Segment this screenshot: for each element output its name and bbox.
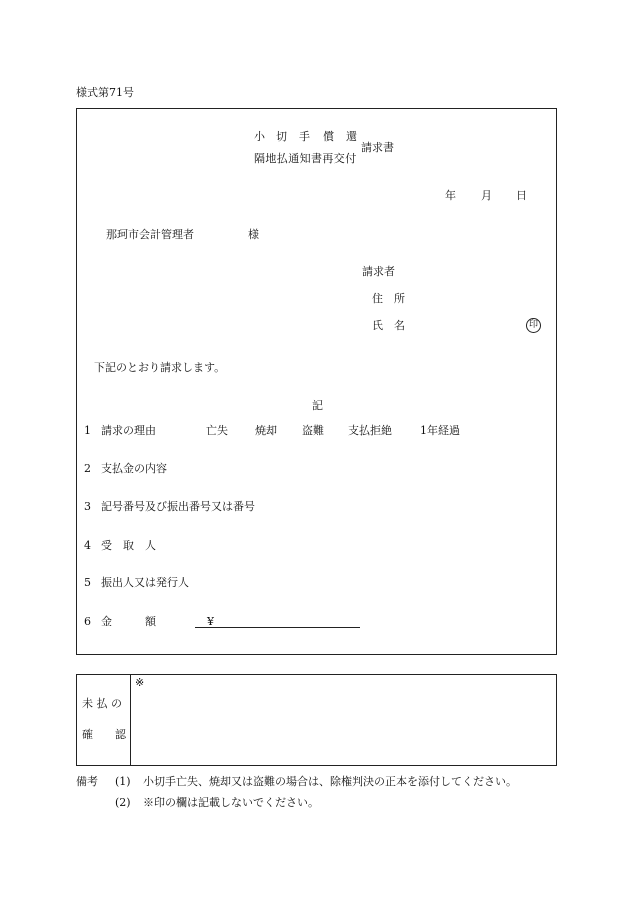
confirm-label-line-2: 確 認 (82, 728, 126, 741)
item-5-label: 振出人又は発行人 (101, 576, 189, 589)
reason-burned: 焼却 (255, 424, 277, 437)
intro-text: 下記のとおり請求します。 (94, 361, 226, 374)
item-1-label: 請求の理由 (101, 424, 156, 437)
ki-heading: 記 (312, 399, 323, 412)
date-year: 年 (445, 189, 456, 202)
amount-underline (195, 627, 360, 628)
addressee-name: 那珂市会計管理者 (106, 228, 194, 241)
item-6-label: 金 額 (101, 615, 156, 628)
claimant-label: 請求者 (362, 265, 395, 278)
item-2-number: 2 (84, 462, 91, 475)
reason-stolen: 盗難 (302, 424, 324, 437)
note-2-text: ※印の欄は記載しないでください。 (143, 796, 319, 809)
note-1-number: (1) (115, 775, 131, 788)
form-number: 様式第71号 (76, 86, 134, 99)
date-month: 月 (481, 189, 492, 202)
title-char-3: 手 (299, 130, 310, 143)
item-3-label: 記号番号及び振出番号又は番号 (101, 500, 255, 513)
item-4-number: 4 (84, 539, 91, 552)
date-day: 日 (516, 189, 527, 202)
confirm-divider (130, 674, 131, 766)
reason-lost: 亡失 (206, 424, 228, 437)
notes-heading: 備考 (76, 775, 98, 788)
confirm-label-line-1: 未 払 の (82, 697, 122, 710)
title-line-2: 隔地払通知書再交付 (254, 152, 357, 165)
note-2-number: (2) (115, 796, 131, 809)
confirm-mark: ※ (135, 676, 145, 689)
confirm-box (76, 674, 557, 766)
reason-refused: 支払拒絶 (348, 424, 392, 437)
item-4-label: 受 取 人 (101, 539, 156, 552)
title-char-2: 切 (276, 130, 287, 143)
item-1-number: 1 (84, 424, 91, 437)
amount-yen-sign: ¥ (207, 615, 214, 628)
seal-icon: 印 (526, 318, 541, 333)
claimant-name-label: 氏 名 (372, 319, 405, 332)
title-suffix: 請求書 (361, 141, 394, 154)
item-2-label: 支払金の内容 (101, 462, 167, 475)
claimant-address-label: 住 所 (372, 292, 405, 305)
item-6-number: 6 (84, 615, 91, 628)
title-char-5: 還 (346, 130, 357, 143)
note-1-text: 小切手亡失、焼却又は盗難の場合は、除権判決の正本を添付してください。 (143, 775, 517, 788)
item-3-number: 3 (84, 500, 91, 513)
addressee-honorific: 様 (248, 228, 259, 241)
title-char-1: 小 (254, 130, 265, 143)
reason-one-year: 1年経過 (420, 424, 460, 437)
item-5-number: 5 (84, 576, 91, 589)
title-char-4: 償 (323, 130, 334, 143)
